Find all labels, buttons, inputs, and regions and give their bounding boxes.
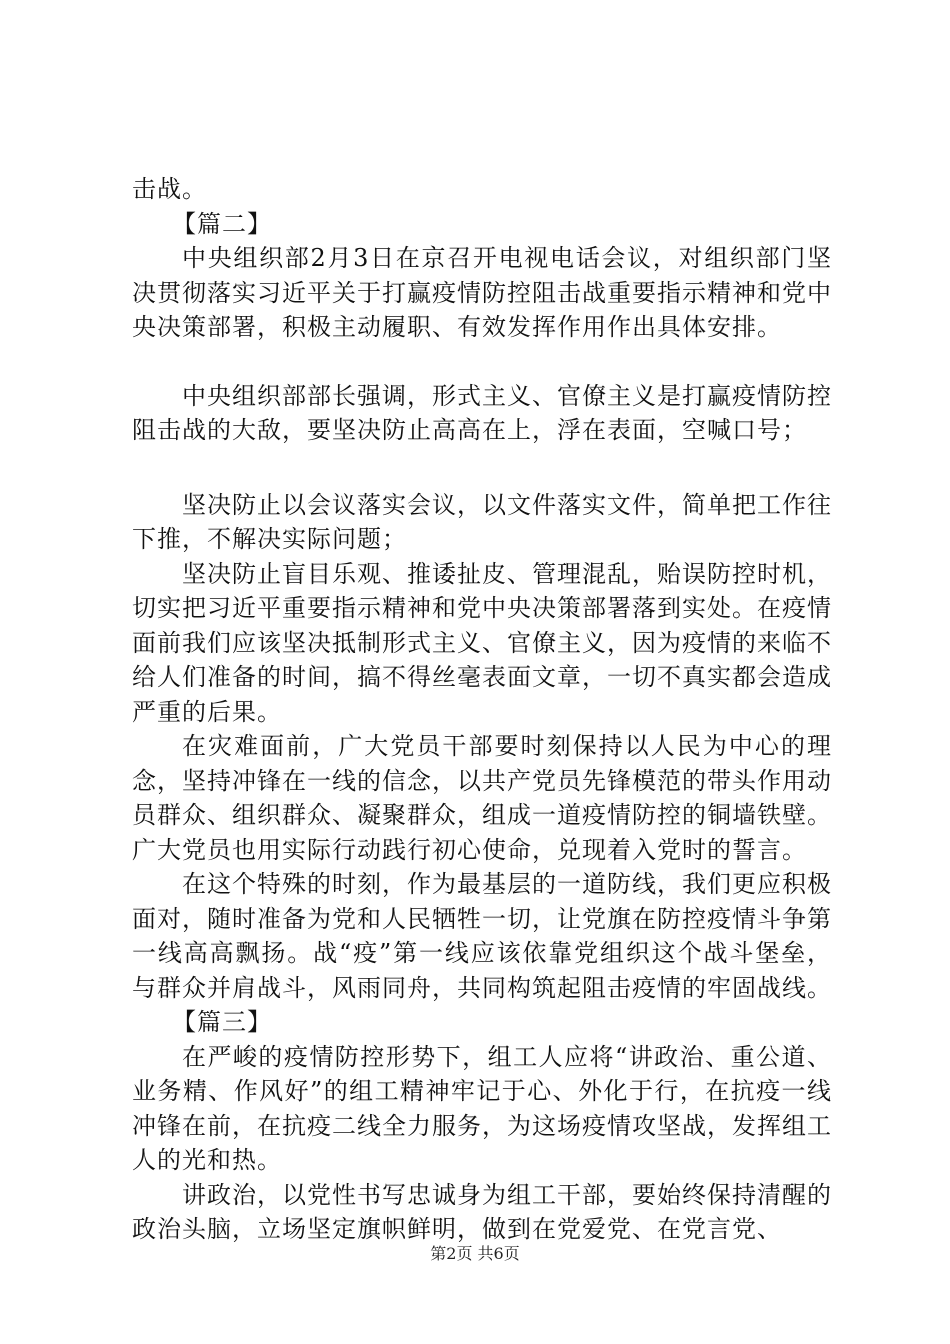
paragraph: 讲政治，以党性书写忠诚身为组工干部，要始终保持清醒的政治头脑，立场坚定旗帜鲜明，做到在党爱党、在党言党、 [132,1180,832,1243]
paragraph: 坚决防止以会议落实会议，以文件落实文件，简单把工作往下推，不解决实际问题； [132,490,832,553]
page-footer [0,1244,950,1264]
paragraph: 中央组织部部长强调，形式主义、官僚主义是打赢疫情防控阻击战的大敌，要坚决防止高高在上，浮在表面，空喊口号； [132,381,832,444]
section-heading-2: 【篇二】 [172,209,272,238]
page-number: 第2页 共6页 [430,1244,520,1263]
section-heading-3: 【篇三】 [172,1008,272,1036]
paragraph: 在这个特殊的时刻，作为最基层的一道防线，我们更应积极面对，随时准备为党和人民牺牲一切，让党旗在防控疫情斗争第一线高高飘扬。战“疫”第一线应该依靠党组织这个战斗堡垒，与群众并肩战斗，风雨同舟，共同构筑起阻击疫情的牢固战线。 [132,870,832,1002]
paragraph: 在严峻的疫情防控形势下，组工人应将“讲政治、重公道、业务精、作风好”的组工精神牢记于心、外化于行，在抗疫一线冲锋在前，在抗疫二线全力服务，为这场疫情攻坚战，发挥组工人的光和热。 [132,1042,832,1174]
paragraph-continuation: 击战。 [132,175,207,203]
document-body [132,172,832,1247]
paragraph: 坚决防止盲目乐观、推诿扯皮、管理混乱，贻误防控时机，切实把习近平重要指示精神和党中央决策部署落到实处。在疫情面前我们应该坚决抵制形式主义、官僚主义，因为疫情的来临不给人们准备的时间，搞不得丝毫表面文章，一切不真实都会造成严重的后果。 [132,559,832,726]
paragraph: 中央组织部2月3日在京召开电视电话会议，对组织部门坚决贯彻落实习近平关于打赢疫情防控阻击战重要指示精神和党中央决策部署，积极主动履职、有效发挥作用作出具体安排。 [132,244,832,341]
paragraph: 在灾难面前，广大党员干部要时刻保持以人民为中心的理念，坚持冲锋在一线的信念，以共产党员先锋模范的带头作用动员群众、组织群众、凝聚群众，组成一道疫情防控的铜墙铁壁。广大党员也用实际行动践行初心使命，兑现着入党时的誓言。 [132,732,832,864]
